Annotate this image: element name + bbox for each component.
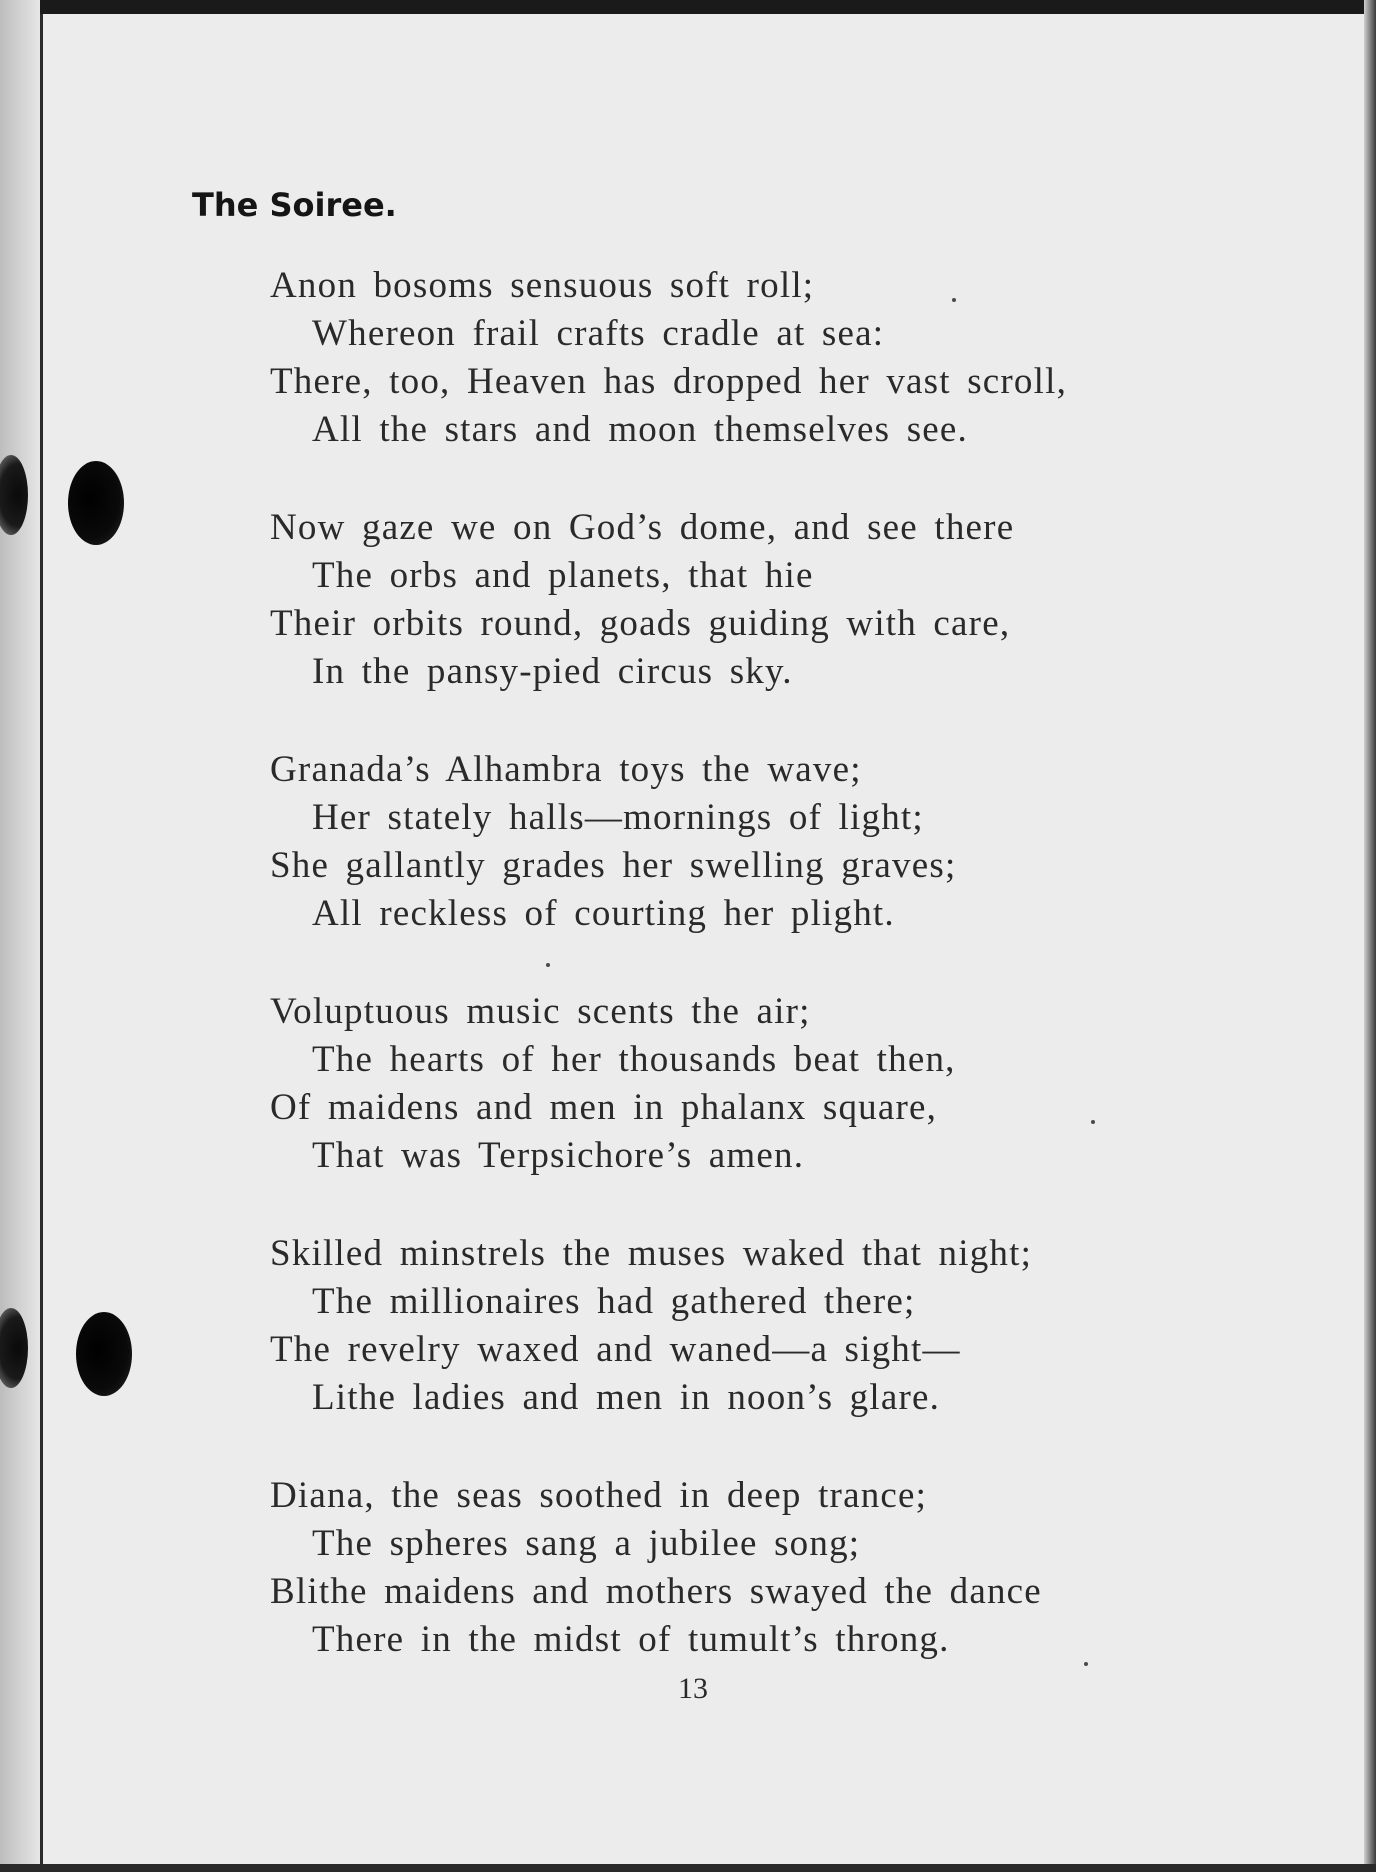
page-top-edge — [0, 0, 1376, 14]
poem-line: The spheres sang a jubilee song; — [312, 1523, 861, 1564]
poem-line: There, too, Heaven has dropped her vast scroll, — [270, 361, 1068, 402]
poem-line: All the stars and moon themselves see. — [312, 409, 969, 450]
poem-line: The millionaires had gathered there; — [312, 1281, 916, 1322]
stanza — [270, 262, 1230, 454]
poem-line: Now gaze we on God’s dome, and see there — [270, 507, 1015, 548]
stanza — [270, 988, 1230, 1180]
poem-line: She gallantly grades her swelling graves; — [270, 845, 957, 886]
stanza — [270, 1472, 1230, 1664]
poem-line: Anon bosoms sensuous soft roll; — [270, 265, 815, 306]
poem-line: Whereon frail crafts cradle at sea: — [312, 313, 885, 354]
poem-title: The Soiree. — [192, 186, 397, 224]
poem-line: That was Terpsichore’s amen. — [312, 1135, 805, 1176]
poem-line: Voluptuous music scents the air; — [270, 991, 811, 1032]
poem-line: The orbs and planets, that hie — [312, 555, 814, 596]
binding-line — [40, 14, 43, 1864]
poem-line: The revelry waxed and waned—a sight— — [270, 1329, 961, 1370]
punch-hole-upper — [68, 461, 124, 545]
stanza — [270, 504, 1230, 696]
page-number: 13 — [678, 1672, 708, 1705]
poem-line: There in the midst of tumult’s throng. — [312, 1619, 950, 1660]
page-bottom-edge — [0, 1864, 1376, 1872]
stanza — [270, 1230, 1230, 1422]
poem-body — [270, 262, 1230, 1714]
stanza — [270, 746, 1230, 938]
poem-line: Of maidens and men in phalanx square, — [270, 1087, 938, 1128]
page-right-edge — [1364, 0, 1376, 1872]
binding-strip — [0, 0, 40, 1872]
poem-line: The hearts of her thousands beat then, — [312, 1039, 956, 1080]
punch-hole-lower — [76, 1312, 132, 1396]
poem-line: Diana, the seas soothed in deep trance; — [270, 1475, 928, 1516]
poem-line: Lithe ladies and men in noon’s glare. — [312, 1377, 941, 1418]
poem-line: In the pansy-pied circus sky. — [312, 651, 793, 692]
poem-line: Granada’s Alhambra toys the wave; — [270, 749, 862, 790]
poem-line: Blithe maidens and mothers swayed the dance — [270, 1571, 1042, 1612]
poem-line: All reckless of courting her plight. — [312, 893, 895, 934]
poem-line: Their orbits round, goads guiding with care, — [270, 603, 1011, 644]
poem-line: Skilled minstrels the muses waked that night; — [270, 1233, 1033, 1274]
poem-line: Her stately halls—mornings of light; — [312, 797, 924, 838]
